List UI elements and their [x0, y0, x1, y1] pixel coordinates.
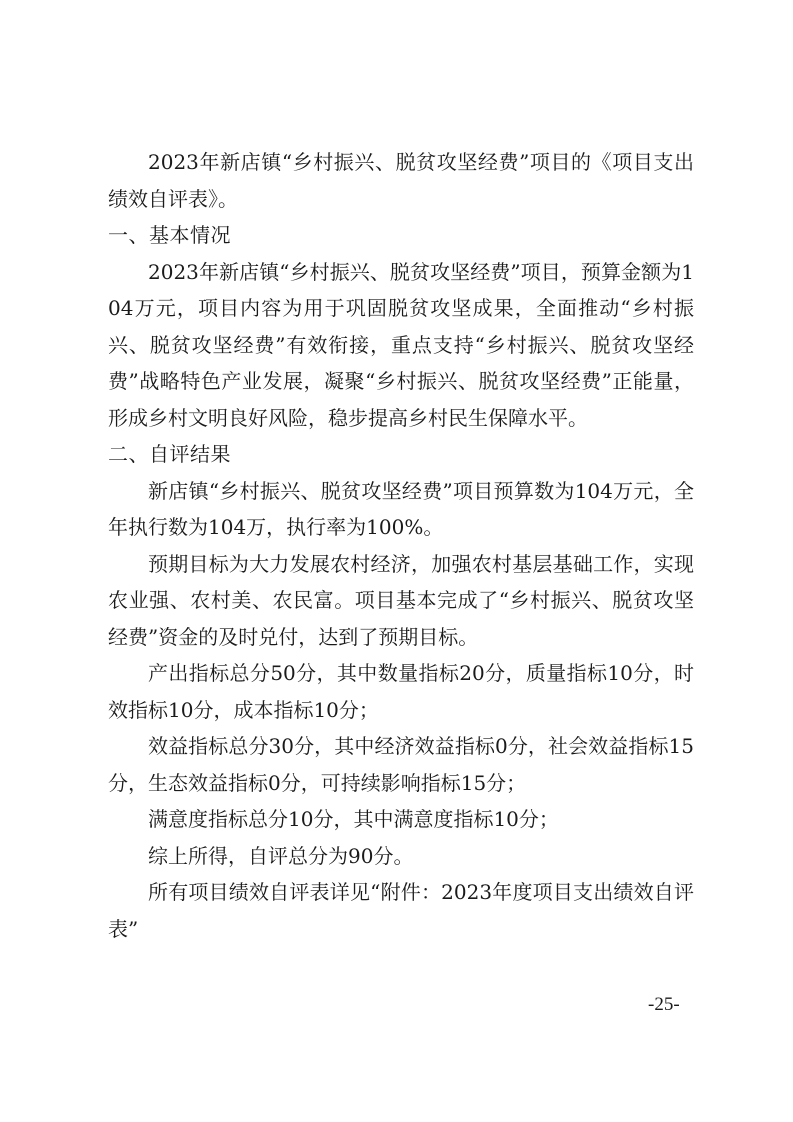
- intro-paragraph: 2023年新店镇“乡村振兴、脱贫攻坚经费”项目的《项目支出绩效自评表》。: [108, 150, 694, 211]
- document-body: [108, 144, 694, 947]
- satisfaction-indicators-paragraph: 满意度指标总分10分，其中满意度指标10分；: [148, 807, 559, 831]
- total-score-paragraph: 综上所得，自评总分为90分。: [148, 843, 414, 868]
- section-heading-self-evaluation: 二、自评结果: [108, 442, 231, 466]
- output-indicators-paragraph: 产出指标总分50分，其中数量指标20分，质量指标10分，时效指标10分，成本指标10分；: [108, 661, 694, 722]
- budget-execution-paragraph: 新店镇“乡村振兴、脱贫攻坚经费”项目预算数为104万元，全年执行数为104万，执行率为100%。: [108, 478, 694, 539]
- page-number: -25-: [648, 994, 680, 1015]
- benefit-indicators-paragraph: 效益指标总分30分，其中经济效益指标0分，社会效益指标15分，生态效益指标0分，可持续影响指标15分；: [108, 734, 694, 795]
- expected-goal-paragraph: 预期目标为大力发展农村经济，加强农村基层基础工作，实现农业强、农村美、农民富。项目基本完成了“乡村振兴、脱贫攻坚经费”资金的及时兑付，达到了预期目标。: [108, 551, 694, 649]
- attachment-reference-paragraph: 所有项目绩效自评表详见“附件：2023年度项目支出绩效自评表”: [108, 880, 694, 941]
- section-heading-basic-info: 一、基本情况: [108, 223, 231, 247]
- basic-info-paragraph: 2023年新店镇“乡村振兴、脱贫攻坚经费”项目，预算金额为104万元，项目内容为用于巩固脱贫攻坚成果，全面推动“乡村振兴、脱贫攻坚经费”有效衔接，重点支持“乡村振兴、脱贫攻坚经费”战略特色产业发展，凝聚“乡村振兴、脱贫攻坚经费”正能量，形成乡村文明良好风险，稳步提高乡村民生保障水平。: [108, 259, 694, 430]
